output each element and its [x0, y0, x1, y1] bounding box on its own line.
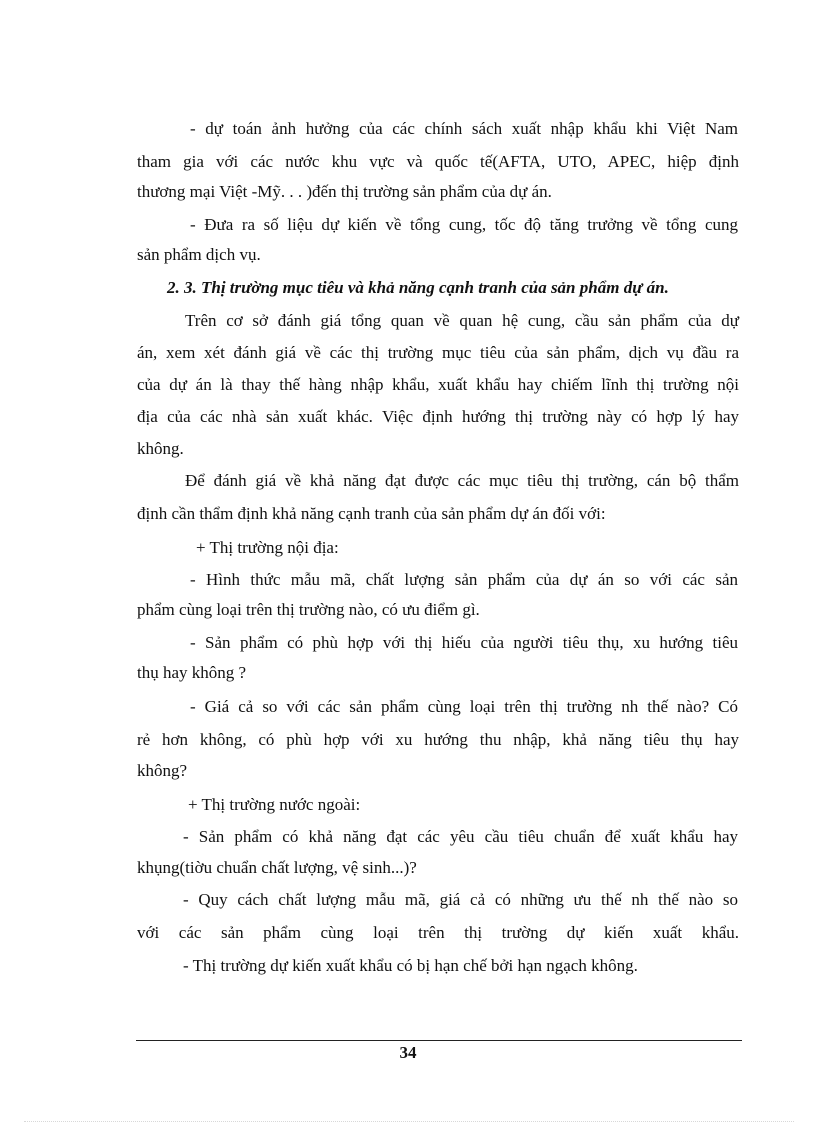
body-line-27: - Thị trường dự kiến xuất khẩu có bị hạn chế bởi hạn ngạch không.: [183, 956, 638, 975]
body-line-17: - Sản phẩm có phù hợp với thị hiếu của người tiêu thụ, xu hướng tiêu: [190, 633, 738, 652]
body-line-26: với các sản phẩm cùng loại trên thị trường dự kiến xuất khẩu.: [137, 923, 739, 942]
body-line-7: Trên cơ sở đánh giá tổng quan về quan hệ cung, cầu sản phẩm của dự: [185, 311, 739, 330]
body-line-22: + Thị trường nước ngoài:: [188, 795, 361, 814]
section-heading: 2. 3. Thị trường mục tiêu và khả năng cạnh tranh của sản phẩm dự án.: [167, 278, 669, 297]
body-line-20: rẻ hơn không, có phù hợp với xu hướng thu nhập, khả năng tiêu thụ hay: [137, 730, 739, 749]
body-line-1: - dự toán ảnh hưởng của các chính sách xuất nhập khẩu khi Việt Nam: [190, 119, 738, 138]
body-line-12: Để đánh giá về khả năng đạt được các mục tiêu thị trường, cán bộ thẩm: [185, 471, 739, 490]
body-line-10: địa của các nhà sản xuất khác. Việc định hướng thị trường này có hợp lý hay: [137, 407, 739, 426]
page-bottom-divider: [24, 1121, 794, 1122]
body-line-15: - Hình thức mẫu mã, chất lượng sản phẩm của dự án so với các sản: [190, 570, 738, 589]
body-line-25: - Quy cách chất lượng mẫu mã, giá cả có những ưu thế nh thế nào so: [183, 890, 738, 909]
body-line-24: khụng(tiờu chuẩn chất lượng, vệ sinh...)?: [137, 858, 417, 877]
body-line-11: không.: [137, 439, 184, 458]
body-line-9: của dự án là thay thế hàng nhập khẩu, xuất khẩu hay chiếm lĩnh thị trường nội: [137, 375, 739, 394]
body-line-4: - Đưa ra số liệu dự kiến về tổng cung, tốc độ tăng trưởng về tổng cung: [190, 215, 738, 234]
body-line-3: thương mại Việt -Mỹ. . . )đến thị trường sản phẩm của dự án.: [137, 182, 552, 201]
body-line-5: sản phẩm dịch vụ.: [137, 245, 261, 264]
footer-rule: [136, 1040, 742, 1041]
page-number: 34: [399, 1043, 417, 1062]
body-line-23: - Sản phẩm có khả năng đạt các yêu cầu tiêu chuẩn để xuất khẩu hay: [183, 827, 738, 846]
body-line-21: không?: [137, 761, 188, 780]
body-line-14: + Thị trường nội địa:: [196, 538, 339, 557]
body-line-16: phẩm cùng loại trên thị trường nào, có ưu điểm gì.: [137, 600, 480, 619]
body-line-18: thụ hay không ?: [137, 663, 247, 682]
body-line-13: định cần thẩm định khả năng cạnh tranh của sản phẩm dự án đối với:: [137, 504, 606, 523]
body-line-8: án, xem xét đánh giá về các thị trường mục tiêu của sản phẩm, dịch vụ đầu ra: [137, 343, 739, 362]
body-line-19: - Giá cả so với các sản phẩm cùng loại trên thị trường nh thế nào? Có: [190, 697, 738, 716]
body-line-2: tham gia với các nước khu vực và quốc tế(AFTA, UTO, APEC, hiệp định: [137, 152, 739, 171]
